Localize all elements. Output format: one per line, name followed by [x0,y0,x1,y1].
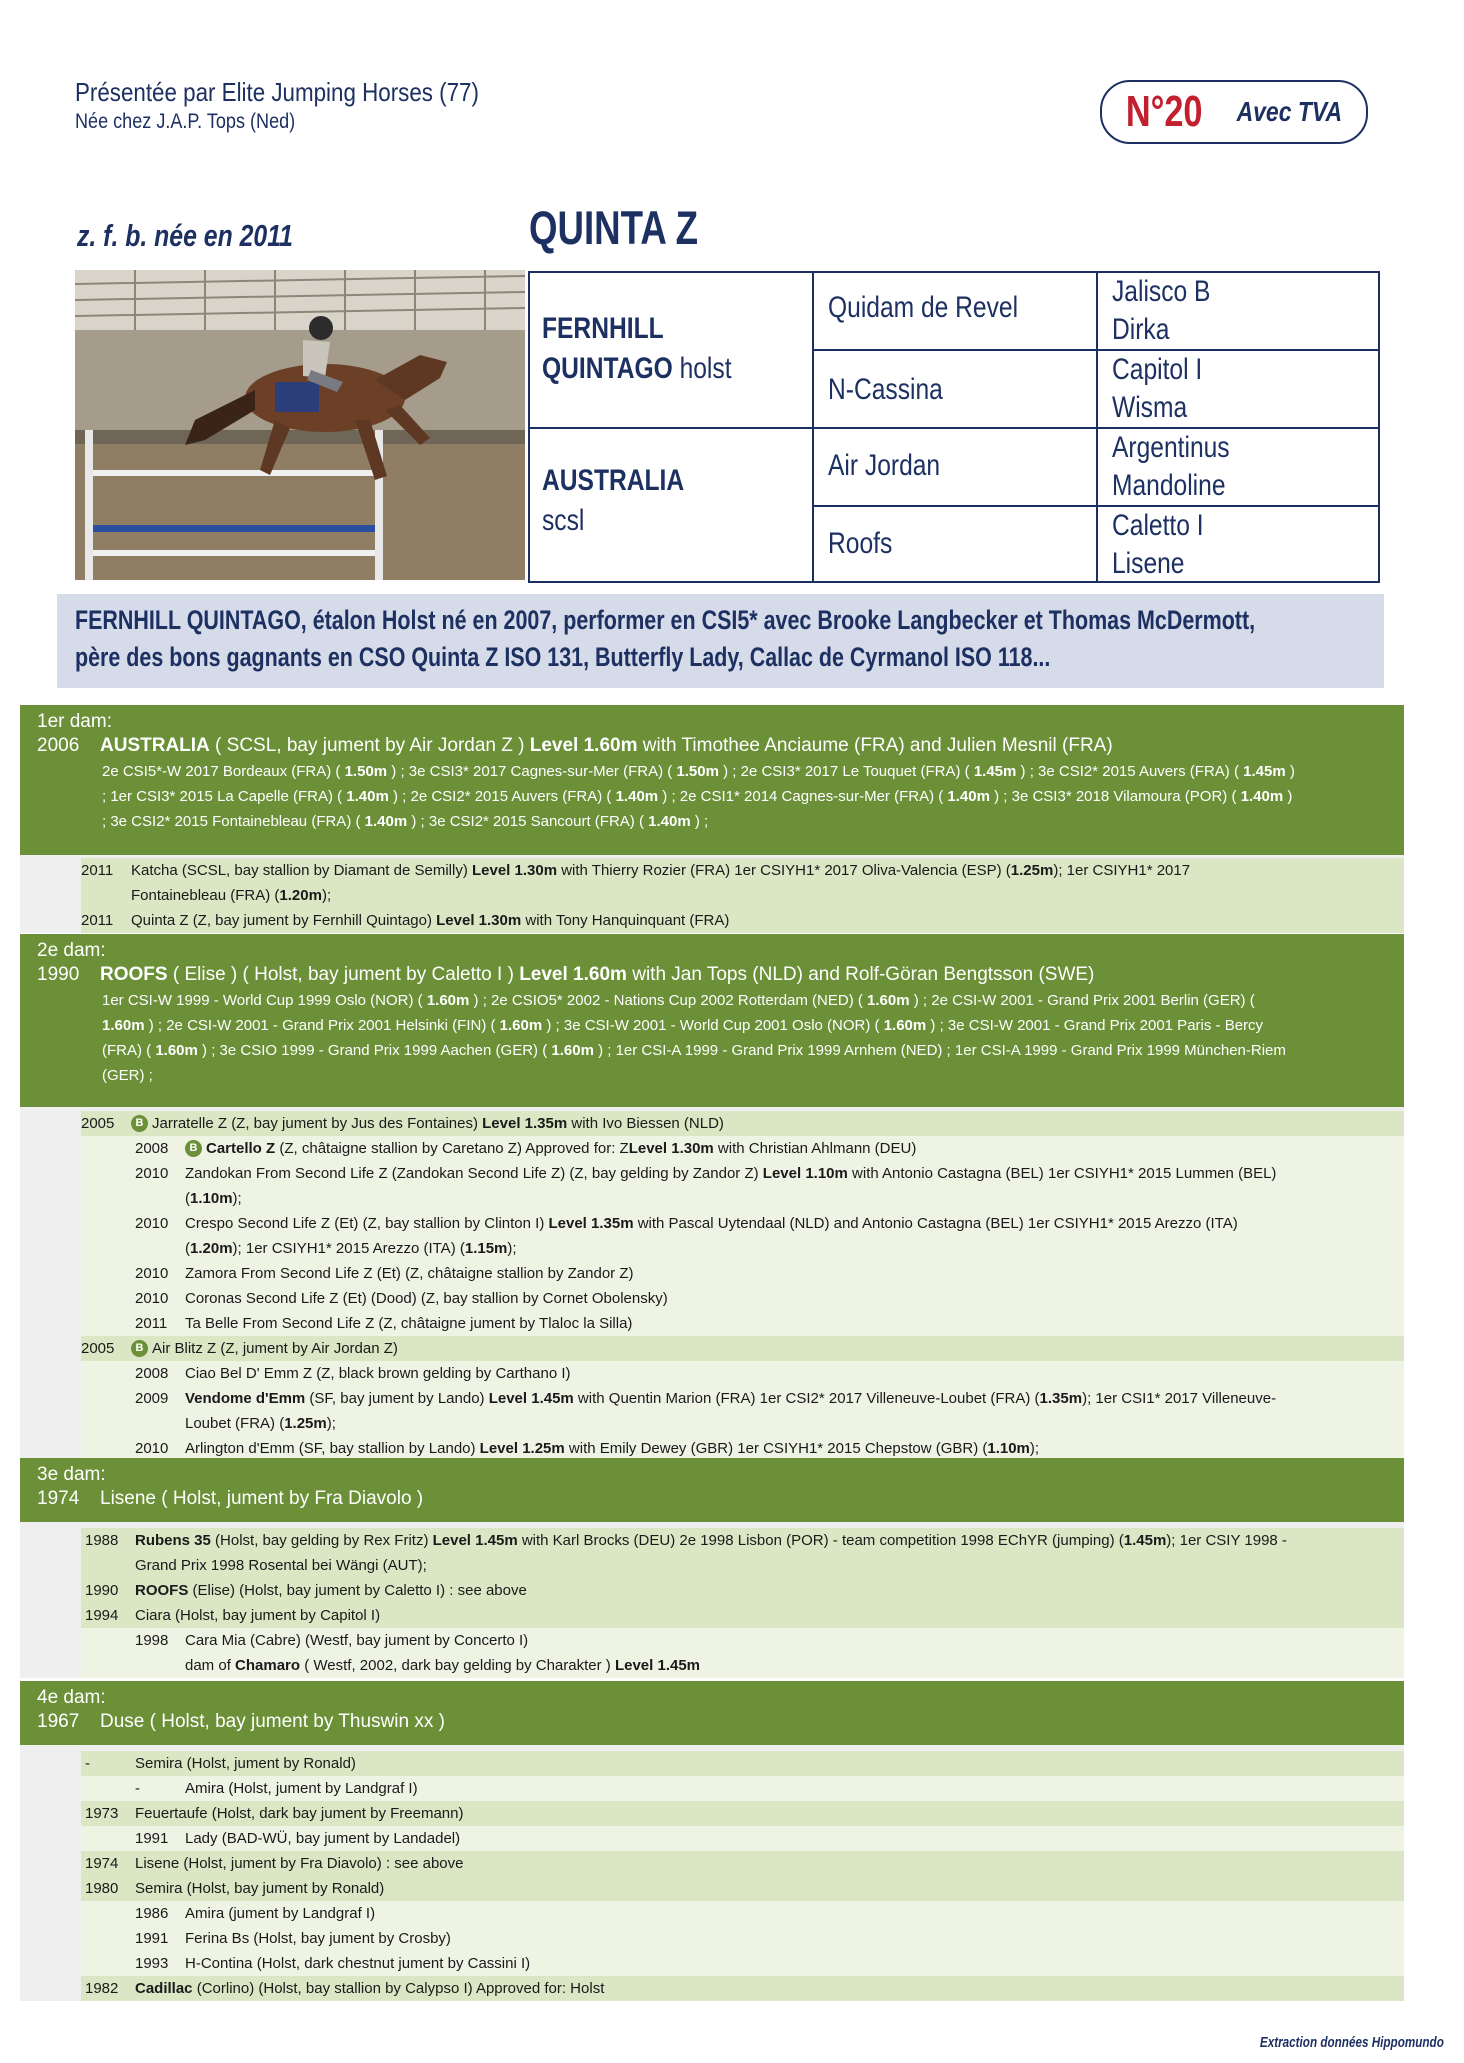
table-row [20,908,1404,933]
sire-name-1: FERNHILL [542,312,664,345]
dam-3-produce [20,1522,1404,1678]
produce-year: 2008 [135,1365,169,1382]
produce-year: 1974 [85,1855,119,1872]
ped-gd-3-4 [1112,507,1204,583]
produce-year: 2010 [135,1215,169,1232]
pedigree-dam [542,461,684,541]
dam-2-perf-3: (FRA) ( 1.60m ) ; 3e CSIO 1999 - Grand Prix 1999 Aachen (GER) ( 1.60m ) ; 1er CSI-A 1999 - Grand Prix 1999 Arnhem (NED) ; 1er CSI-A 1999 - Grand Prix 1999 München-Riem [102,1042,1286,1059]
produce-year: 2011 [135,1315,168,1332]
produce-year: 1991 [135,1930,169,1947]
table-row [20,1801,1404,1826]
table-row [20,1851,1404,1876]
produce-year: 1998 [135,1632,169,1649]
ped-gd4: Lisene [1112,547,1185,580]
produce-text-cont: (1.10m); [185,1190,242,1207]
ped-dam-sire: Air Jordan [828,449,941,482]
ped-dd-cell [814,507,1098,583]
dam-studbook: scsl [542,504,585,537]
ped-gs-cell-1 [1098,273,1380,351]
produce-year: 2005 [81,1115,115,1132]
produce-text: H-Contina (Holst, dark chestnut jument by Cassini I) [185,1955,531,1972]
produce-year: 2010 [135,1165,169,1182]
born-at: Née chez J.A.P. Tops (Ned) [75,110,296,133]
ped-gs-cell-4 [1098,507,1380,583]
produce-text: Rubens 35 (Holst, bay gelding by Rex Fritz) Level 1.45m with Karl Brocks (DEU) 2e 1998 Lisbon (POR) - team competition 1998 EChYR (jumping) (1.45m); 1er CSIY 1998 - [135,1532,1287,1549]
dam-2-label: 2e dam: [37,940,106,961]
produce-year: 2009 [135,1390,169,1407]
produce-year: 1988 [85,1532,119,1549]
ped-gs-cell-3 [1098,429,1380,507]
dam-4-header [20,1681,1404,1745]
pedigree-table [528,271,1380,583]
sire-name-2: QUINTAGO [542,352,673,385]
breeding-badge-icon: B [185,1140,202,1157]
dam-name: AUSTRALIA [542,464,685,497]
dam-4-name: Duse ( Holst, bay jument by Thuswin xx ) [100,1711,445,1732]
horse-subtitle: z. f. b. née en 2011 [77,218,293,253]
dam-4-label: 4e dam: [37,1687,106,1708]
pedigree-sire-cell [530,273,814,429]
dam-1-perf-1: 2e CSI5*-W 2017 Bordeaux (FRA) ( 1.50m ) ; 3e CSI3* 2017 Cagnes-sur-Mer (FRA) ( 1.50m ) ; 2e CSI3* 2017 Le Touquet (FRA) ( 1.45m ) ; 3e CSI2* 2015 Auvers (FRA) ( 1.45m ) [102,763,1295,780]
produce-year: 1982 [85,1980,119,1997]
produce-text: Crespo Second Life Z (Et) (Z, bay stallion by Clinton I) Level 1.35m with Pascal Uytendaal (NLD) and Antonio Castagna (BEL) 1er CSIYH1* 2015 Arezzo (ITA) [185,1215,1238,1232]
dam-3-year: 1974 [37,1488,80,1509]
dam-2-level: Level 1.60m [519,964,627,985]
table-row [20,1603,1404,1628]
table-row [20,1951,1404,1976]
table-row [20,1136,1404,1161]
produce-text-cont: Loubet (FRA) (1.25m); [185,1415,336,1432]
table-row [20,1286,1404,1311]
pedigree-sire [542,309,732,389]
dam-1-year: 2006 [37,735,80,756]
table-row [20,1361,1404,1386]
dam-4-year: 1967 [37,1711,80,1732]
table-row [20,1876,1404,1901]
produce-text: Ciara (Holst, bay jument by Capitol I) [135,1607,381,1624]
produce-year: - [135,1780,140,1797]
highlight-line-1: FERNHILL QUINTAGO, étalon Holst né en 2007, performer en CSI5* avec Brooke Langbecker et Thomas McDermott, [75,605,1256,635]
produce-text: Amira (jument by Landgraf I) [185,1905,376,1922]
table-row [20,1628,1404,1678]
dam-2-produce [20,1107,1404,1461]
produce-text: Ferina Bs (Holst, bay jument by Crosby) [185,1930,451,1947]
produce-text: Arlington d'Emm (SF, bay stallion by Lando) Level 1.25m with Emily Dewey (GBR) 1er CSIYH1* 2015 Chepstow (GBR) (1.10m); [185,1440,1040,1457]
ped-dam-dam: Roofs [828,527,893,560]
ped-gd3: Caletto I [1112,509,1204,542]
dam-1-header [20,705,1404,855]
produce-year: 2010 [135,1290,169,1307]
produce-text-cont: dam of Chamaro ( Westf, 2002, dark bay gelding by Charakter ) Level 1.45m [185,1657,701,1674]
table-row [20,1528,1404,1578]
produce-year: 2010 [135,1265,169,1282]
lot-tax: Avec TVA [1236,96,1342,127]
ped-ds-cell [814,429,1098,507]
produce-year: 1990 [85,1582,119,1599]
produce-text: Semira (Holst, jument by Ronald) [135,1755,356,1772]
dam-3-main [37,1486,1386,1512]
table-row [20,1211,1404,1261]
lot-number: N°20 [1125,87,1203,136]
ped-gs-3-4 [1112,351,1202,427]
produce-text: Quinta Z (Z, bay jument by Fernhill Quintago) Level 1.30m with Tony Hanquinquant (FRA) [131,912,730,929]
table-row [20,1161,1404,1211]
table-row [20,1311,1404,1336]
produce-text: Zamora From Second Life Z (Et) (Z, châtaigne stallion by Zandor Z) [185,1265,634,1282]
presenter-block [75,76,545,136]
dam-4-main [37,1709,1386,1735]
produce-year: 1980 [85,1880,119,1897]
horse-name: QUINTA Z [529,201,699,254]
dam-3-section [20,1458,1404,1678]
produce-text: Zandokan From Second Life Z (Zandokan Second Life Z) (Z, bay gelding by Zandor Z) Level 1.10m with Antonio Castagna (BEL) 1er CSIYH1* 2015 Lummen (BEL) [185,1165,1277,1182]
lot-badge [1100,80,1368,144]
table-row [20,858,1404,908]
dam-2-name: ROOFS [100,964,168,985]
dam-4-produce [20,1745,1404,2001]
footer-source: Extraction données Hippomundo [1260,2034,1444,2051]
dam-2-header [20,934,1404,1107]
dam-1-produce [20,855,1404,933]
produce-year: 2008 [135,1140,169,1157]
breeding-badge-icon: B [131,1115,148,1132]
dam-3-label: 3e dam: [37,1464,106,1485]
produce-year: 1991 [135,1830,169,1847]
dam-1-label: 1er dam: [37,711,112,732]
produce-text: Coronas Second Life Z (Et) (Dood) (Z, bay stallion by Cornet Obolensky) [185,1290,668,1307]
ped-gs4: Wisma [1112,391,1188,424]
ped-gd2: Mandoline [1112,469,1226,502]
ped-gd-1-2 [1112,429,1230,505]
table-row [20,1336,1404,1361]
dam-3-name: Lisene ( Holst, jument by Fra Diavolo ) [100,1488,424,1509]
ped-gs3: Capitol I [1112,353,1203,386]
highlight-line-2: père des bons gagnants en CSO Quinta Z ISO 131, Butterfly Lady, Callac de Cyrmanol ISO 118... [75,642,1051,672]
pedigree-dam-cell [530,429,814,583]
produce-text-cont: Fontainebleau (FRA) (1.20m); [131,887,332,904]
dam-2-perf-1: 1er CSI-W 1999 - World Cup 1999 Oslo (NOR) ( 1.60m ) ; 2e CSIO5* 2002 - Nations Cup 2002 Rotterdam (NED) ( 1.60m ) ; 2e CSI-W 2001 - Grand Prix 2001 Berlin (GER) ( [102,992,1255,1009]
sire-highlight [57,594,1384,688]
ped-sire-dam: N-Cassina [828,373,943,406]
ped-ss-cell [814,273,1098,351]
produce-text: Semira (Holst, bay jument by Ronald) [135,1880,385,1897]
dam-2-perf-2: 1.60m ) ; 2e CSI-W 2001 - Grand Prix 2001 Helsinki (FIN) ( 1.60m ) ; 3e CSI-W 2001 - World Cup 2001 Oslo (NOR) ( 1.60m ) ; 3e CSI-W 2001 - Grand Prix 2001 Paris - Bercy [102,1017,1264,1034]
dam-1-riders: with Timothee Anciaume (FRA) and Julien Mesnil (FRA) [637,735,1113,756]
dam-1-name: AUSTRALIA [100,735,210,756]
dam-1-perf-3: ; 3e CSI2* 2015 Fontainebleau (FRA) ( 1.40m ) ; 3e CSI2* 2015 Sancourt (FRA) ( 1.40m ) ; [102,813,709,830]
produce-text: ROOFS (Elise) (Holst, bay jument by Caletto I) : see above [135,1582,527,1599]
produce-text: Cara Mia (Cabre) (Westf, bay jument by Concerto I) [185,1632,529,1649]
table-row [20,1901,1404,1926]
ped-gs-1-2 [1112,273,1210,349]
table-row [20,1386,1404,1436]
produce-text: Lady (BAD-WÜ, bay jument by Landadel) [185,1830,461,1847]
produce-text: Lisene (Holst, jument by Fra Diavolo) : see above [135,1855,464,1872]
table-row [20,1111,1404,1136]
produce-year: 1994 [85,1607,119,1624]
produce-text: Vendome d'Emm (SF, bay jument by Lando) Level 1.45m with Quentin Marion (FRA) 1er CSI2* 2017 Villeneuve-Loubet (FRA) (1.35m); 1er CSI1* 2017 Villeneuve- [185,1390,1277,1407]
dam-1-desc: ( SCSL, bay jument by Air Jordan Z ) [209,735,530,756]
ped-gs2: Dirka [1112,313,1170,346]
dam-3-header [20,1458,1404,1522]
table-row [20,1976,1404,2001]
dam-2-year: 1990 [37,964,80,985]
table-row [20,1776,1404,1801]
produce-text: Amira (Holst, jument by Landgraf I) [185,1780,418,1797]
ped-gs1: Jalisco B [1112,275,1211,308]
ped-gd1: Argentinus [1112,431,1230,464]
ped-sd-cell [814,351,1098,429]
sire-studbook: holst [672,352,732,385]
table-row [20,1826,1404,1851]
table-row [20,1578,1404,1603]
ped-sire-sire: Quidam de Revel [828,291,1019,324]
produce-year: 2011 [81,912,114,929]
produce-year: 2005 [81,1340,115,1357]
produce-text: B Cartello Z (Z, châtaigne stallion by Caretano Z) Approved for: ZLevel 1.30m with Christian Ahlmann (DEU) [185,1136,916,1161]
dam-2-perf-4: (GER) ; [102,1067,153,1084]
produce-year: 2011 [81,862,114,879]
dam-2-section [20,934,1404,1461]
dam-1-main [37,733,1386,759]
dam-2-desc: ( Elise ) ( Holst, bay jument by Caletto I ) [167,964,520,985]
produce-text: Cadillac (Corlino) (Holst, bay stallion by Calypso I) Approved for: Holst [135,1980,605,1997]
dam-1-level: Level 1.60m [529,735,638,756]
dam-2-riders: with Jan Tops (NLD) and Rolf-Göran Bengtsson (SWE) [626,964,1095,985]
produce-year: 1973 [85,1805,119,1822]
produce-year: 1986 [135,1905,169,1922]
produce-text-cont: (1.20m); 1er CSIYH1* 2015 Arezzo (ITA) (1.15m); [185,1240,517,1257]
dam-1-section [20,705,1404,933]
produce-text: Ciao Bel D' Emm Z (Z, black brown gelding by Carthano I) [185,1365,571,1382]
ped-gs-cell-2 [1098,351,1380,429]
breeding-badge-icon: B [131,1340,148,1357]
dam-4-section [20,1681,1404,2001]
dam-2-main [37,962,1386,988]
table-row [20,1926,1404,1951]
produce-text: B Jarratelle Z (Z, bay jument by Jus des Fontaines) Level 1.35m with Ivo Biessen (NLD) [131,1111,724,1136]
dam-1-perf-2: ; 1er CSI3* 2015 La Capelle (FRA) ( 1.40m ) ; 2e CSI2* 2015 Auvers (FRA) ( 1.40m ) ; 2e CSI1* 2014 Cagnes-sur-Mer (FRA) ( 1.40m ) ; 3e CSI3* 2018 Vilamoura (POR) ( 1.40m ) [102,788,1293,805]
horse-photo-illustration [75,270,525,580]
horse-photo [75,270,525,580]
produce-text-cont: Grand Prix 1998 Rosental bei Wängi (AUT); [135,1557,427,1574]
produce-year: - [85,1755,90,1772]
produce-text: Ta Belle From Second Life Z (Z, châtaigne jument by Tlaloc la Silla) [185,1315,633,1332]
produce-text: B Air Blitz Z (Z, jument by Air Jordan Z) [131,1336,398,1361]
table-row [20,1261,1404,1286]
presented-by: Présentée par Elite Jumping Horses (77) [75,77,479,107]
produce-year: 1993 [135,1955,169,1972]
produce-text: Katcha (SCSL, bay stallion by Diamant de Semilly) Level 1.30m with Thierry Rozier (FRA) 1er CSIYH1* 2017 Oliva-Valencia (ESP) (1.25m); 1er CSIYH1* 2017 [131,862,1191,879]
produce-text: Feuertaufe (Holst, dark bay jument by Freemann) [135,1805,464,1822]
produce-year: 2010 [135,1440,169,1457]
table-row [20,1751,1404,1776]
